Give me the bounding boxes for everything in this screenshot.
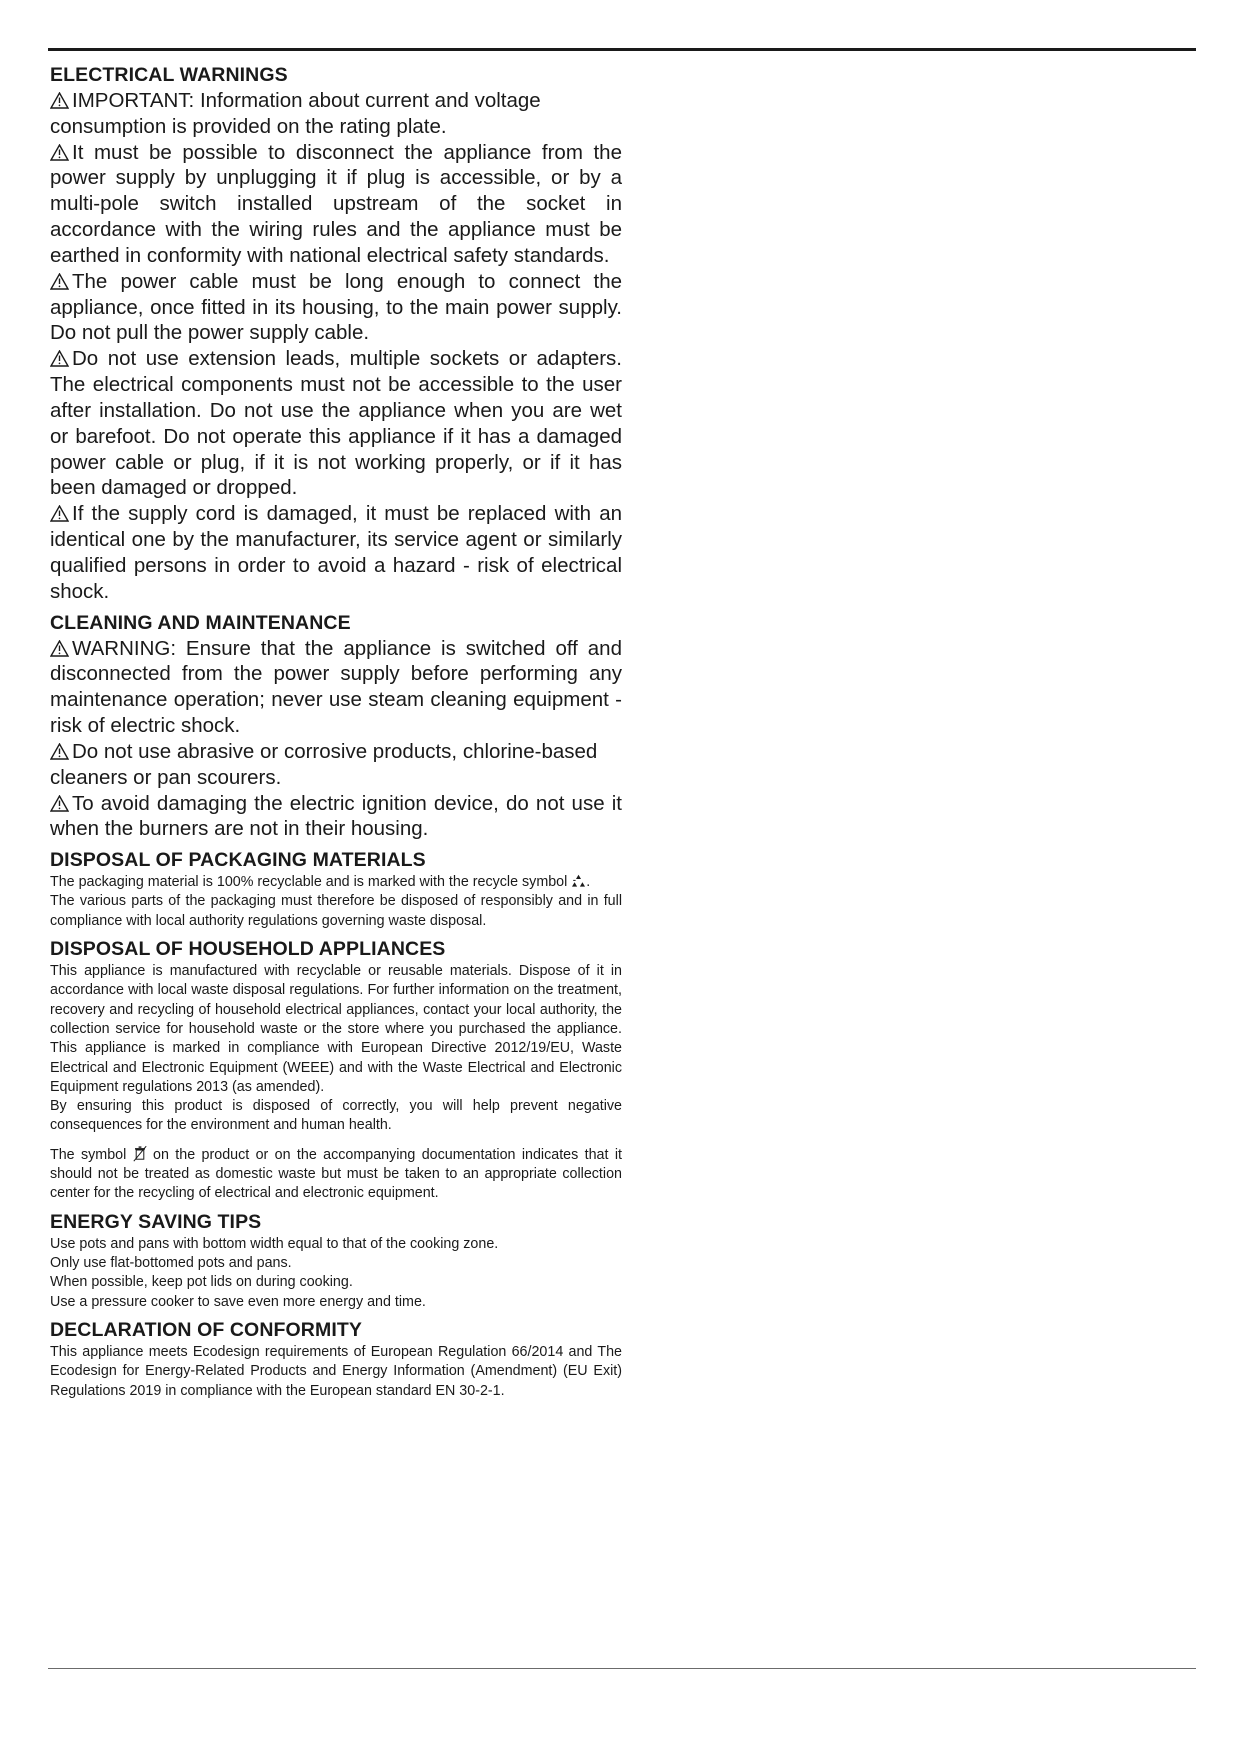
warning-triangle-icon bbox=[50, 795, 69, 812]
paragraph-text: Do not use abrasive or corrosive products, chlorine-based cleaners or pan scourers. bbox=[50, 739, 598, 789]
paragraph bbox=[50, 892, 622, 931]
paragraph-text: Only use flat-bottomed pots and pans. bbox=[50, 1255, 292, 1272]
paragraph bbox=[50, 140, 622, 269]
paragraph-text: If the supply cord is damaged, it must be replaced with an identical one by the manufacturer, its service agent or similarly qualified persons in order to avoid a hazard - risk of electrical shock. bbox=[50, 502, 622, 603]
paragraph bbox=[50, 1293, 622, 1312]
section-heading-disposal-of-packaging-materials: DISPOSAL OF PACKAGING MATERIALS bbox=[50, 849, 426, 872]
paragraph bbox=[50, 791, 622, 843]
paragraph-text-after: on the product or on the accompanying documentation indicates that it should not be treated as domestic waste but must be taken to an appropriate collection center for the recycling of electrical and electronic equipment. bbox=[50, 1146, 622, 1202]
warning-triangle-icon bbox=[50, 505, 69, 522]
paragraph-text: WARNING: Ensure that the appliance is switched off and disconnected from the power supply before performing any maintenance operation; never use steam cleaning equipment - risk of electric shock. bbox=[50, 636, 622, 738]
paragraph bbox=[50, 1273, 622, 1292]
paragraph-text: By ensuring this product is disposed of correctly, you will help prevent negative consequences for the environment and human health. bbox=[50, 1098, 622, 1134]
paragraph-text: The power cable must be long enough to connect the appliance, once fitted in its housing, to the main power supply. Do not pull the power supply cable. bbox=[50, 269, 622, 345]
recycle-icon bbox=[571, 874, 586, 888]
warning-triangle-icon bbox=[50, 743, 69, 760]
paragraph bbox=[50, 346, 622, 501]
paragraph-text: When possible, keep pot lids on during cooking. bbox=[50, 1274, 353, 1291]
paragraph bbox=[50, 739, 622, 791]
paragraph-text-after: . bbox=[586, 874, 591, 891]
paragraph-text: This appliance meets Ecodesign requirements of European Regulation 66/2014 and The Ecodesign for Energy-Related Products and Energy Information (Amendment) (EU Exit) Regulations 2019 in compliance with the European standard EN 30-2-1. bbox=[50, 1343, 622, 1399]
paragraph bbox=[50, 1097, 622, 1135]
paragraph bbox=[50, 962, 622, 1097]
paragraph bbox=[50, 873, 622, 892]
text-column bbox=[50, 64, 622, 1401]
paragraph-text: The various parts of the packaging must therefore be disposed of responsibly and in full compliance with local authority regulations governing waste disposal. bbox=[50, 893, 622, 929]
paragraph bbox=[50, 1235, 622, 1254]
paragraph-text: Use pots and pans with bottom width equal to that of the cooking zone. bbox=[50, 1235, 499, 1252]
page-bottom-rule bbox=[48, 1668, 1196, 1669]
paragraph-text: The symbol bbox=[50, 1146, 127, 1163]
section-heading-energy-saving-tips: ENERGY SAVING TIPS bbox=[50, 1210, 262, 1233]
paragraph bbox=[50, 1343, 622, 1401]
paragraph-text: It must be possible to disconnect the appliance from the power supply by unplugging it if plug is accessible, or by a multi-pole switch installed upstream of the socket in accordance with the wiring rules and the appliance must be earthed in conformity with national electrical safety standards. bbox=[50, 140, 622, 267]
paragraph bbox=[50, 88, 622, 140]
paragraph-text: This appliance is manufactured with recyclable or reusable materials. Dispose of it in accordance with local waste disposal regulations. For further information on the treatment, recovery and recycling of household electrical appliances, contact your local authority, the collection service for household waste or the store where you purchased the appliance. This appliance is marked in compliance with European Directive 2012/19/EU, Waste Electrical and Electronic Equipment (WEEE) and with the Waste Electrical and Electronic Equipment regulations 2013 (as amended). bbox=[50, 963, 622, 1095]
paragraph-text: The packaging material is 100% recyclable and is marked with the recycle symbol bbox=[50, 874, 568, 891]
paragraph-text: IMPORTANT: Information about current and voltage consumption is provided on the rating plate. bbox=[50, 89, 541, 138]
warning-triangle-icon bbox=[50, 273, 69, 290]
warning-triangle-icon bbox=[50, 144, 69, 161]
section-heading-electrical-warnings: ELECTRICAL WARNINGS bbox=[50, 64, 288, 86]
section-heading-disposal-of-household-appliances: DISPOSAL OF HOUSEHOLD APPLIANCES bbox=[50, 938, 446, 961]
crossed-out-wheelie-bin-icon bbox=[133, 1145, 147, 1162]
paragraph bbox=[50, 636, 622, 739]
paragraph-text: Use a pressure cooker to save even more energy and time. bbox=[50, 1293, 426, 1310]
page-top-rule bbox=[48, 48, 1196, 51]
paragraph bbox=[50, 1254, 622, 1273]
warning-triangle-icon bbox=[50, 92, 69, 109]
paragraph-spacer bbox=[50, 1135, 622, 1145]
paragraph-text: Do not use extension leads, multiple sockets or adapters. The electrical components must not be accessible to the user after installation. Do not use the appliance when you are wet or barefoot. Do not operate this appliance if it has a damaged power cable or plug, if it is not working properly, or if it has been damaged or dropped. bbox=[50, 347, 622, 500]
section-heading-declaration-of-conformity: DECLARATION OF CONFORMITY bbox=[50, 1318, 362, 1341]
warning-triangle-icon bbox=[50, 350, 69, 367]
paragraph bbox=[50, 1145, 622, 1204]
section-heading-cleaning-and-maintenance: CLEANING AND MAINTENANCE bbox=[50, 611, 351, 634]
warning-triangle-icon bbox=[50, 640, 69, 657]
paragraph bbox=[50, 269, 622, 346]
paragraph-text: To avoid damaging the electric ignition device, do not use it when the burners are not in their housing. bbox=[50, 791, 622, 841]
paragraph bbox=[50, 501, 622, 604]
